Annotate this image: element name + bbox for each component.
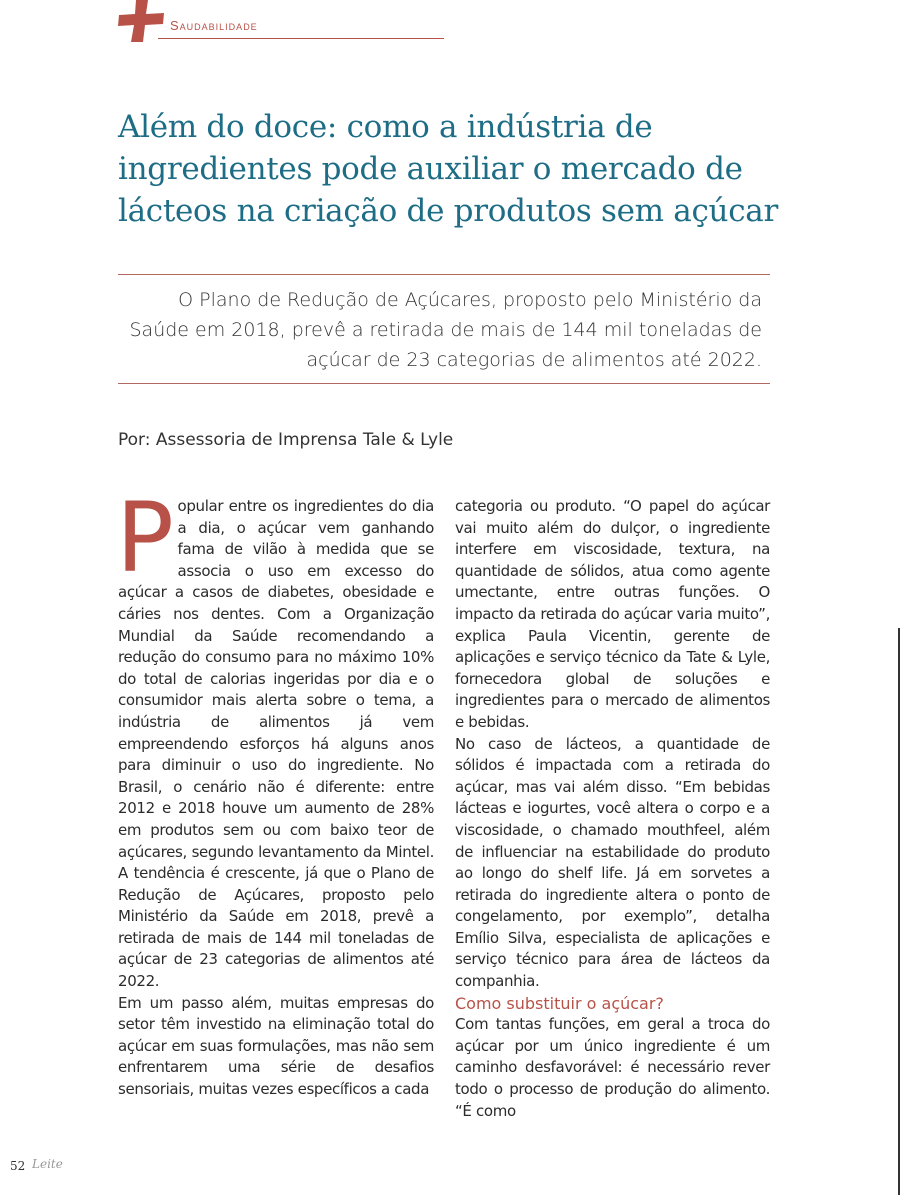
section-label: Saudabilidade	[170, 18, 258, 33]
paragraph-text: opular entre os ingredientes do dia a dia, o açúcar vem ganhando fama de vilão à medida que se associa o uso em excesso do açúcar a casos de diabetes, obesidade e cáries nos dentes. Com a Organização Mundial da Saúde recomendando a redução do consumo para no máximo 10% do total de calorias ingeridas por dia e o consumidor mais alerta sobre o tema, a indústria de alimentos já vem empreendendo esforços há alguns anos para diminuir o uso do ingrediente. No Brasil, o cenário não é diferente: entre 2012 e 2018 houve um aumento de 28% em produtos sem ou com baixo teor de açúcares, segundo levantamento da Mintel. A tendência é crescente, já que o Plano de Redução de Açúcares, proposto pelo Ministério da Saúde em 2018, prevê a retirada de mais de 144 mil toneladas de açúcar de 23 categorias de alimentos até 2022.	[118, 497, 434, 991]
magazine-logo: Leite	[32, 1157, 63, 1171]
body-paragraph: No caso de lácteos, a quantidade de sólidos é impactada com a retirada do açúcar, mas vai além disso. “Em bebidas lácteas e iogurtes, você altera o corpo e a viscosidade, o chamado mouthfeel, além de influenciar na estabilidade do produto ao longo do shelf life. Já em sorvetes a retirada do ingrediente altera o ponto de congelamento, por exemplo”, detalha Emílio Silva, especialista de aplicações e serviço técnico para área de lácteos da companhia.	[455, 734, 770, 991]
page-number: 52	[10, 1159, 26, 1173]
lede-top-divider	[118, 274, 770, 275]
section-subhead: Como substituir o açúcar?	[455, 993, 664, 1013]
lede-bottom-divider	[118, 383, 770, 384]
article-byline: Por: Assessoria de Imprensa Tale & Lyle	[118, 430, 454, 450]
drop-cap: P	[116, 482, 174, 594]
article-title: Além do doce: como a indústria de ingredientes pode auxiliar o mercado de lácteos na criação de produtos sem açúcar	[118, 109, 778, 229]
article-lede: O Plano de Redução de Açúcares, proposto pelo Ministério da Saúde em 2018, prevê a retirada de mais de 144 mil toneladas de açúcar de 23 categorias de alimentos até 2022.	[129, 289, 762, 371]
section-divider	[158, 38, 444, 39]
body-paragraph: Em um passo além, muitas empresas do setor têm investido na eliminação total do açúcar em suas formulações, mas não sem enfrentarem uma série de desafios sensoriais, muitas vezes específicos a cada	[118, 993, 434, 1099]
body-paragraph	[116, 482, 434, 993]
column-right	[455, 496, 770, 1122]
body-paragraph: Com tantas funções, em geral a troca do açúcar por um único ingrediente é um caminho desfavorável: é necessário rever todo o processo de produção do alimento. “É como	[455, 1015, 770, 1120]
section-header	[118, 0, 444, 42]
body-paragraph: categoria ou produto. “O papel do açúcar vai muito além do dulçor, o ingrediente interfere em viscosidade, textura, na quantidade de sólidos, atua como agente umectante, entre outras funções. O impacto da retirada do açúcar varia muito”, explica Paula Vicentin, gerente de aplicações e serviço técnico da Tate & Lyle, fornecedora global de soluções e ingredientes para o mercado de alimentos e bebidas.	[455, 497, 770, 731]
plus-icon	[118, 0, 164, 42]
column-left	[116, 482, 434, 1101]
